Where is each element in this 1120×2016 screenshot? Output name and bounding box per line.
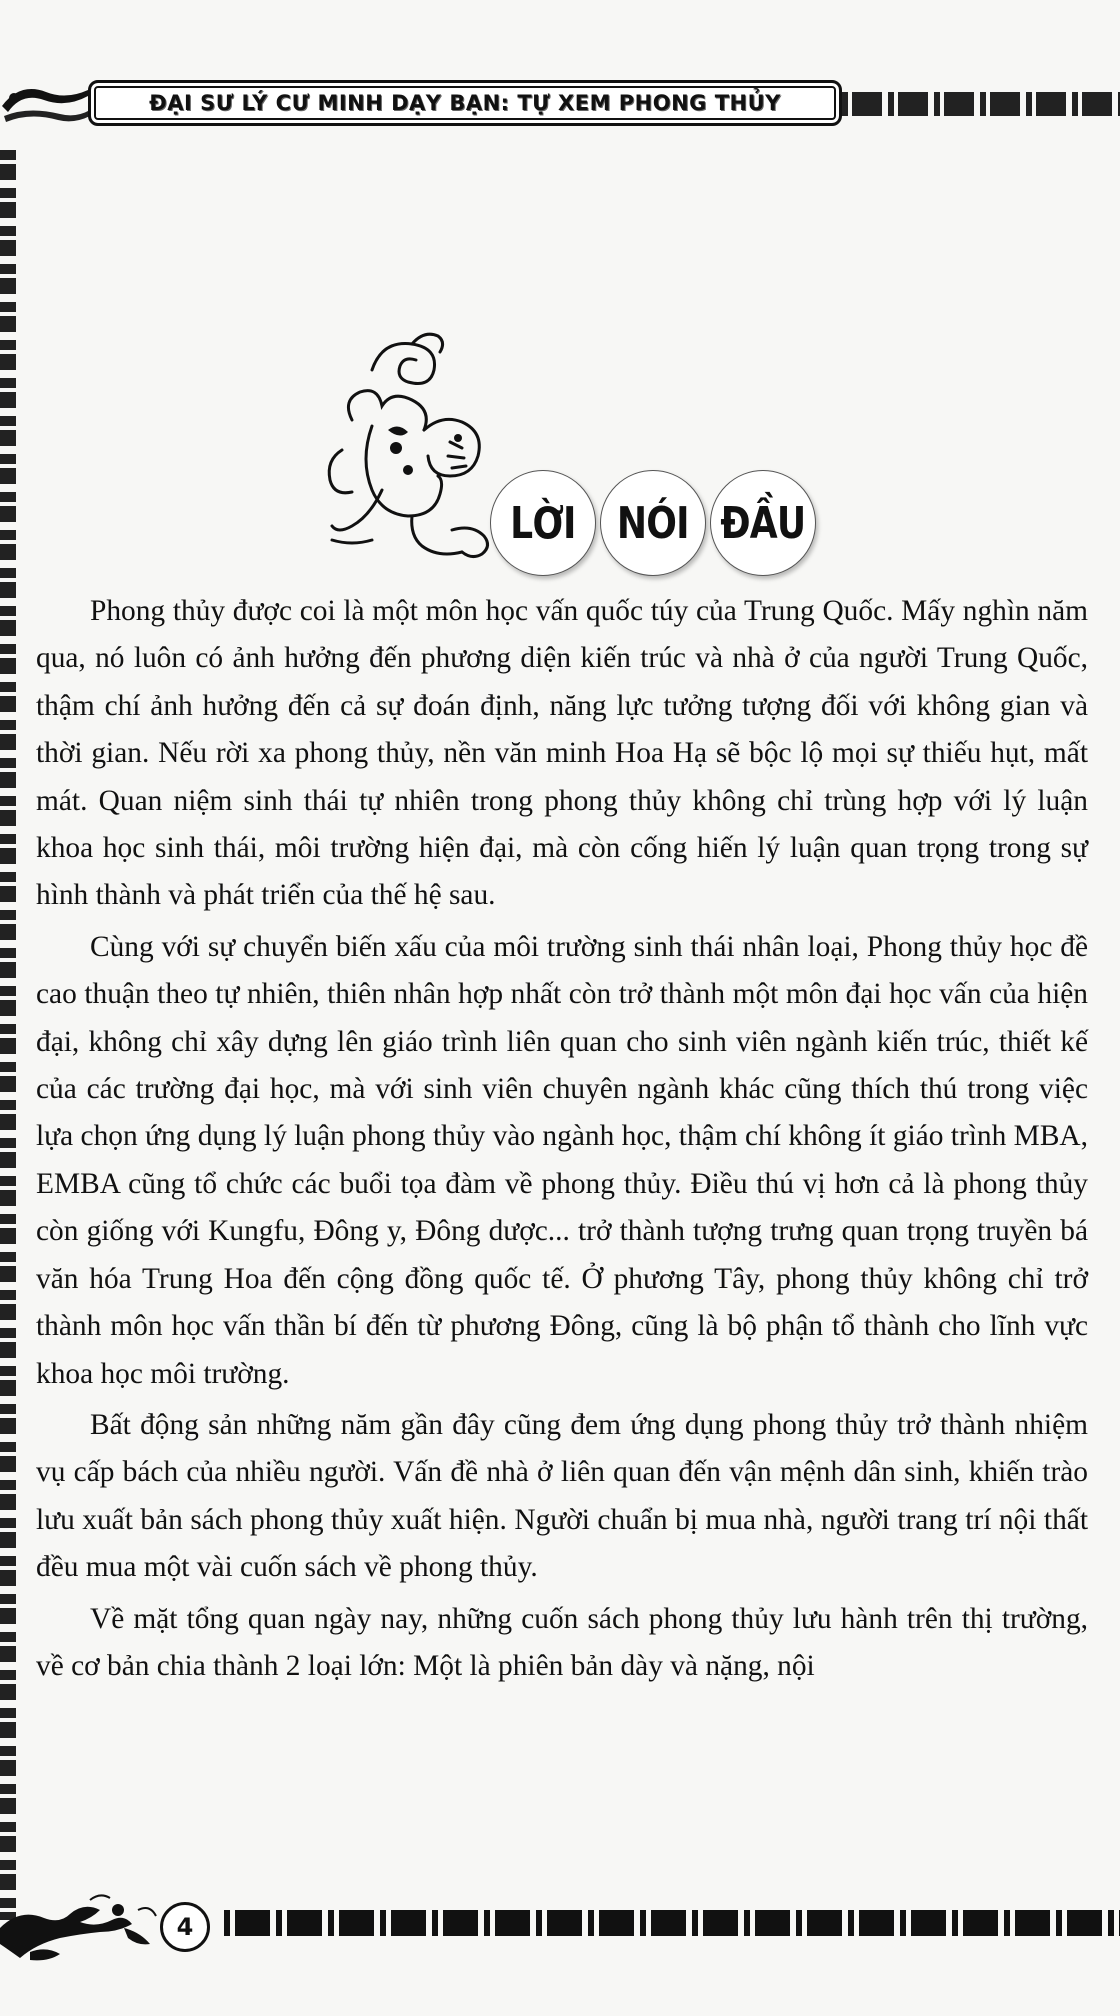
page-header [0,70,1120,134]
chapter-title-word: LỜI [510,497,576,549]
page-footer [0,1888,1120,1968]
paragraph: Phong thủy được coi là một môn học vấn quốc túy của Trung Quốc. Mấy nghìn năm qua, nó luôn có ảnh hưởng đến phương diện kiến trúc và nhà ở của người Trung Quốc, thậm chí ảnh hưởng đến cả sự đoán định, năng lực tưởng tượng đối với không gian và thời gian. Nếu rời xa phong thủy, nền văn minh Hoa Hạ sẽ bộc lộ mọi sự thiếu hụt, mất mát. Quan niệm sinh thái tự nhiên trong phong thủy không chỉ trùng hợp với lý luận khoa học sinh thái, môi trường hiện đại, mà còn cống hiến lý luận quan trọng trong sự hình thành và phát triển của thế hệ sau. [36,595,1088,912]
footer-dragon-ornament-icon [0,1888,160,1968]
page-number: 4 [160,1902,210,1952]
header-key-pattern [842,92,1120,116]
header-banner [88,80,842,126]
paragraph: Về mặt tổng quan ngày nay, những cuốn sách phong thủy lưu hành trên thị trường, về cơ bản chia thành 2 loại lớn: Một là phiên bản dày và nặng, nội [36,1602,1088,1682]
header-ornament-icon [0,76,92,128]
paragraph: Bất động sản những năm gần đây cũng đem ứng dụng phong thủy trở thành nhiệm vụ cấp bách của nhiều người. Vấn đề nhà ở liên quan đến vận mệnh dân sinh, khiến trào lưu xuất bản sách phong thủy xuất hiện. Người chuẩn bị mua nhà, người trang trí nội thất đều mua một vài cuốn sách về phong thủy. [36,1408,1088,1584]
chapter-title-word: NÓI [617,497,689,549]
paragraph: Cùng với sự chuyển biến xấu của môi trường sinh thái nhân loại, Phong thủy học đề cao thuận theo tự nhiên, thiên nhân hợp nhất còn trở thành một môn đại học vấn của hiện đại, không chỉ xây dựng lên giáo trình liên quan cho sinh viên ngành kiến trúc, thiết kế của các trường đại học, mà với sinh viên chuyên ngành khác cũng thích thú trong việc lựa chọn ứng dụng lý luận phong thủy vào ngành học, thậm chí không ít giáo trình MBA, EMBA cũng tổ chức các buổi tọa đàm về phong thủy. Điều thú vị hơn cả là phong thủy còn giống với Kungfu, Đông y, Đông dược... trở thành tượng trưng quan trọng truyền bá văn hóa Trung Hoa đến cộng đồng quốc tế. Ở phương Tây, phong thủy không chỉ trở thành môn học vấn thần bí đến từ phương Đông, cũng là bộ phận tổ thành cho lĩnh vực khoa học môi trường. [36,930,1088,1390]
chapter-title-circle [600,470,706,576]
chapter-title-circle [490,470,596,576]
running-header-title: ĐẠI SƯ LÝ CƯ MINH DẠY BẠN: TỰ XEM PHONG THỦY [149,91,781,115]
footer-key-pattern [224,1910,1120,1936]
left-border-pattern [0,150,16,1920]
chapter-title [490,470,820,580]
body-text [36,588,1088,1694]
chapter-title-word: ĐẦU [720,497,806,549]
chapter-title-circle [710,470,816,576]
guardian-lion-icon [312,330,502,570]
